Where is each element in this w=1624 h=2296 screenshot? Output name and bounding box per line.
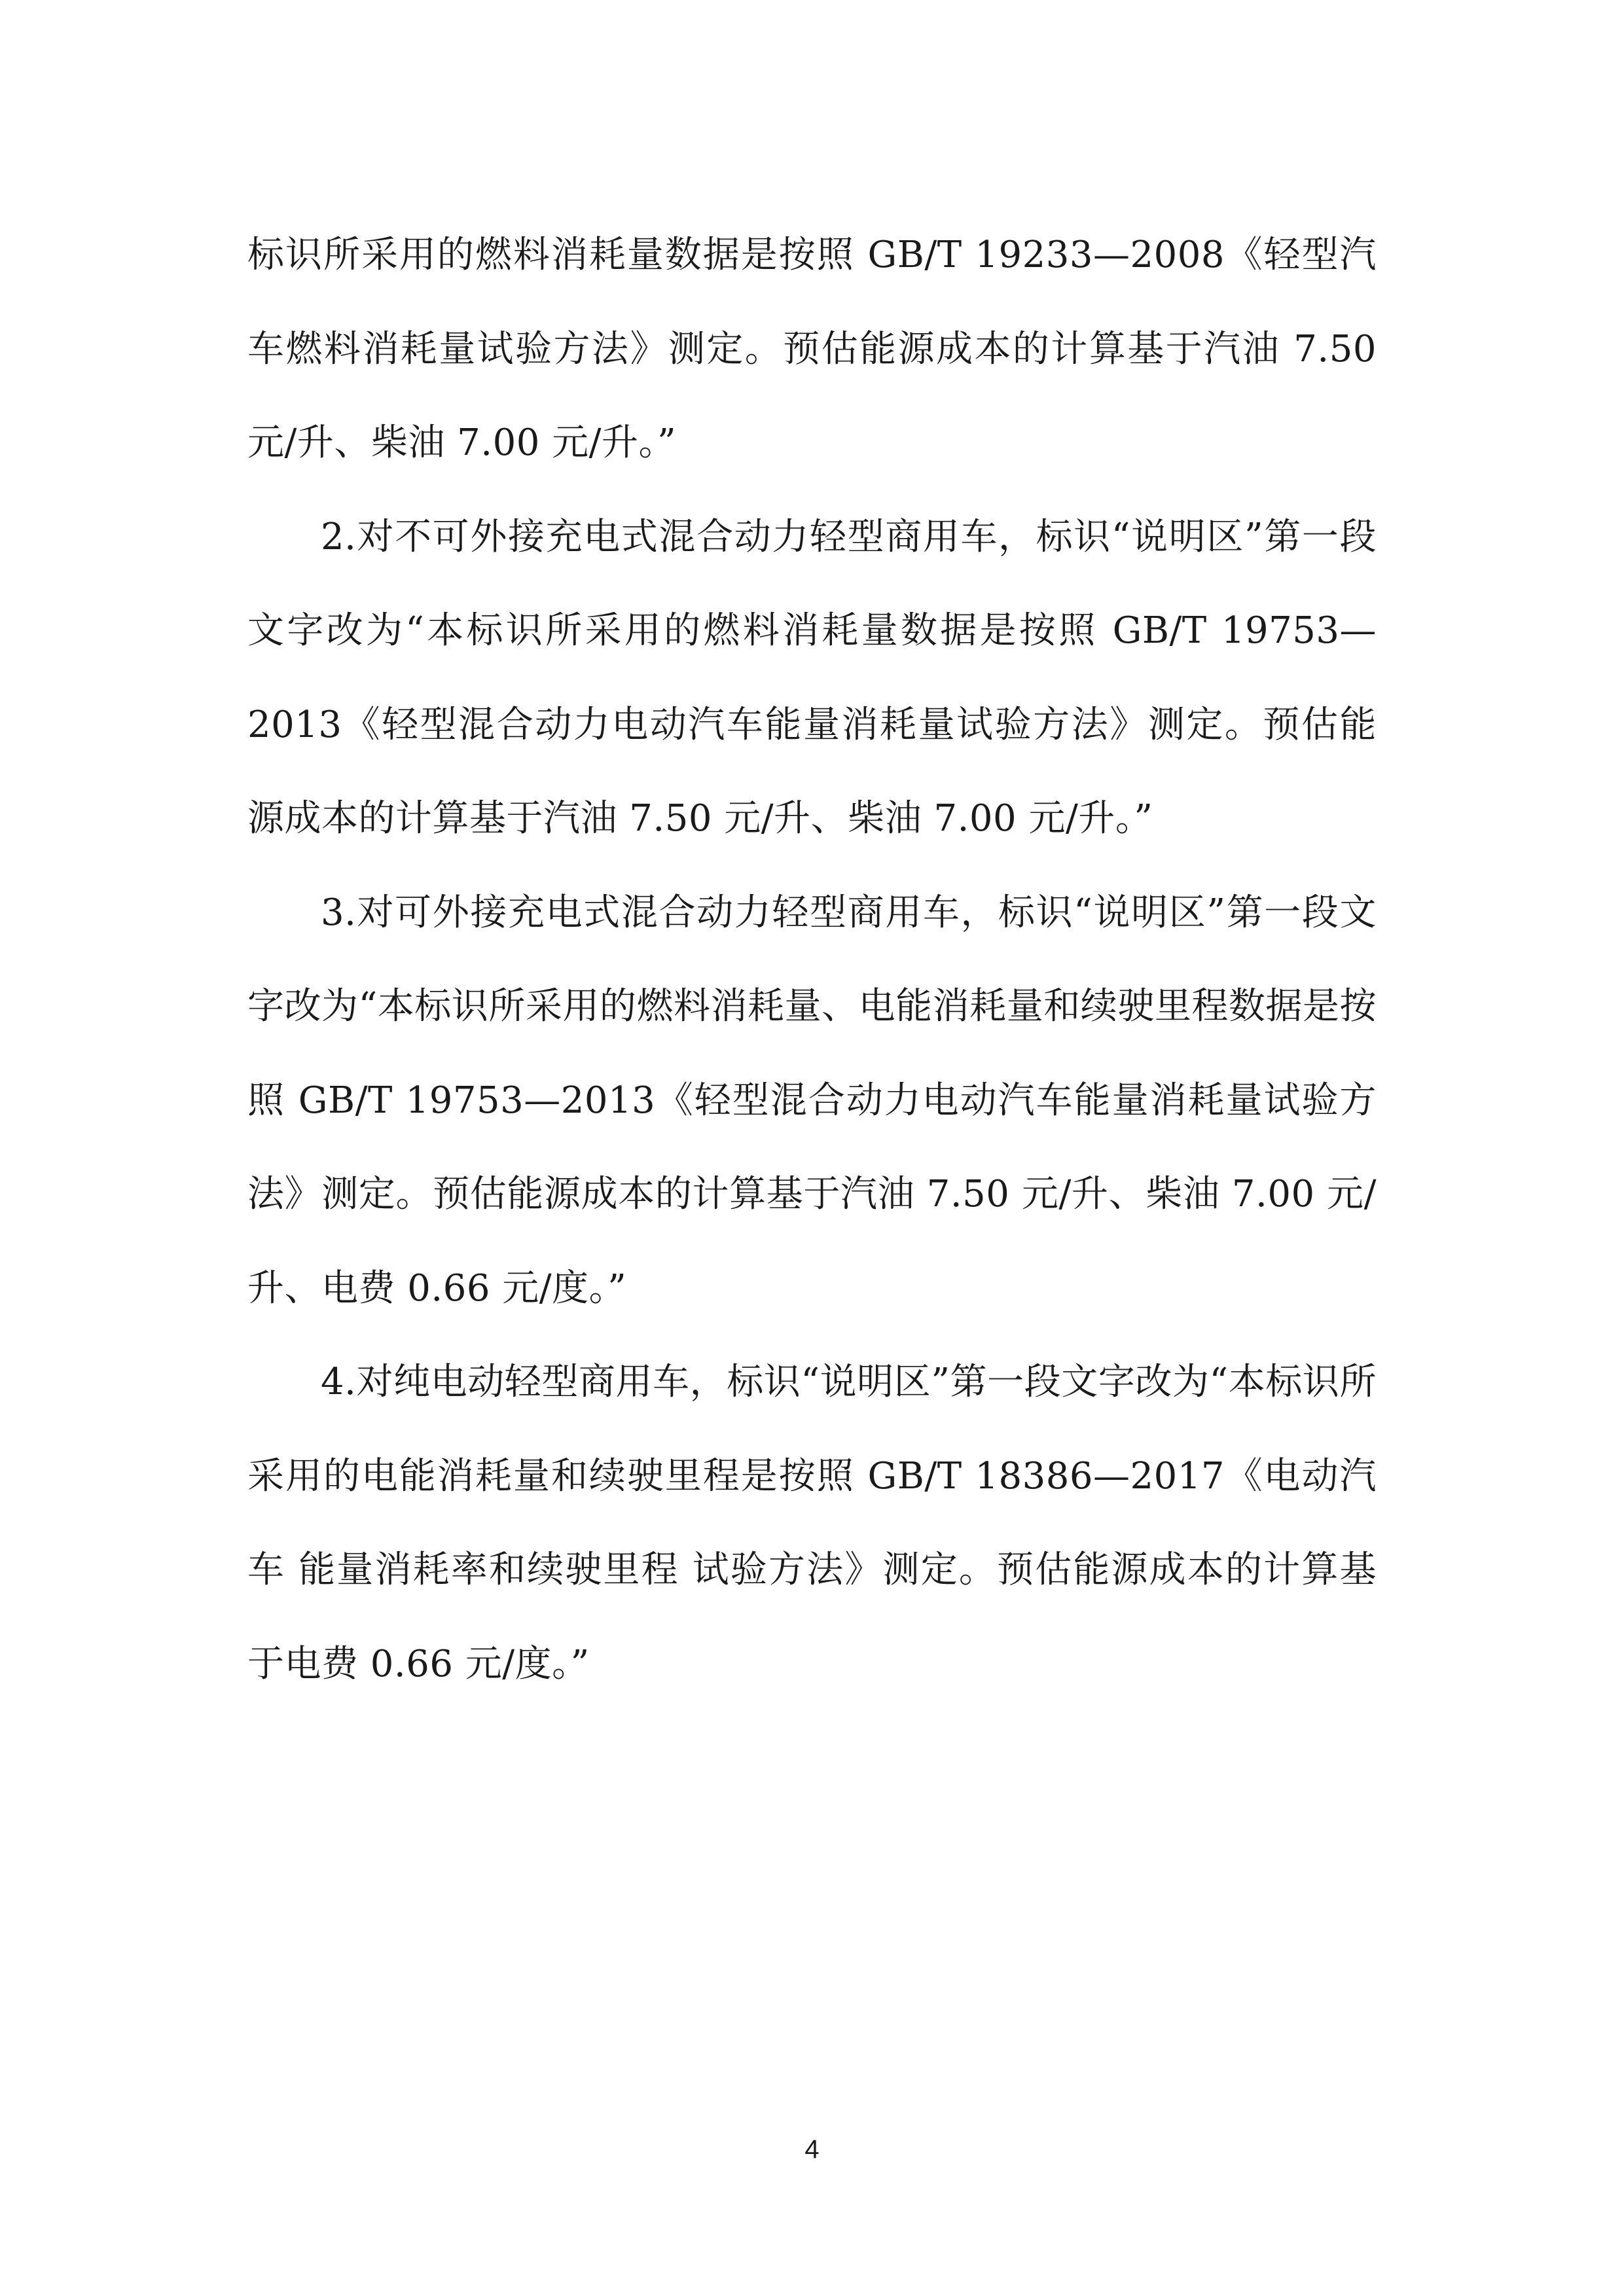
page-number: 4 bbox=[804, 2135, 820, 2164]
paragraph-item-2: 2.对不可外接充电式混合动力轻型商用车，标识“说明区”第一段文字改为“本标识所采用的燃料消耗量数据是按照 GB/T 19753—2013《轻型混合动力电动汽车能量消耗量试验方法》测定。预估能源成本的计算基于汽油 7.50 元/升、柴油 7.00 元/升。” bbox=[247, 515, 1377, 840]
paragraph-item-4: 4.对纯电动轻型商用车，标识“说明区”第一段文字改为“本标识所采用的电能消耗量和续驶里程是按照 GB/T 18386—2017《电动汽车 能量消耗率和续驶里程 试验方法》测定。预估能源成本的计算基于电费 0.66 元/度。” bbox=[247, 1361, 1377, 1685]
paragraph-continuation: 标识所采用的燃料消耗量数据是按照 GB/T 19233—2008《轻型汽车燃料消耗量试验方法》测定。预估能源成本的计算基于汽油 7.50 元/升、柴油 7.00 元/升。” bbox=[247, 234, 1377, 464]
body-text bbox=[247, 208, 1377, 1711]
paragraph-item-3: 3.对可外接充电式混合动力轻型商用车，标识“说明区”第一段文字改为“本标识所采用的燃料消耗量、电能消耗量和续驶里程数据是按照 GB/T 19753—2013《轻型混合动力电动汽车能量消耗量试验方法》测定。预估能源成本的计算基于汽油 7.50 元/升、柴油 7.00 元/升、电费 0.66 元/度。” bbox=[247, 891, 1377, 1310]
